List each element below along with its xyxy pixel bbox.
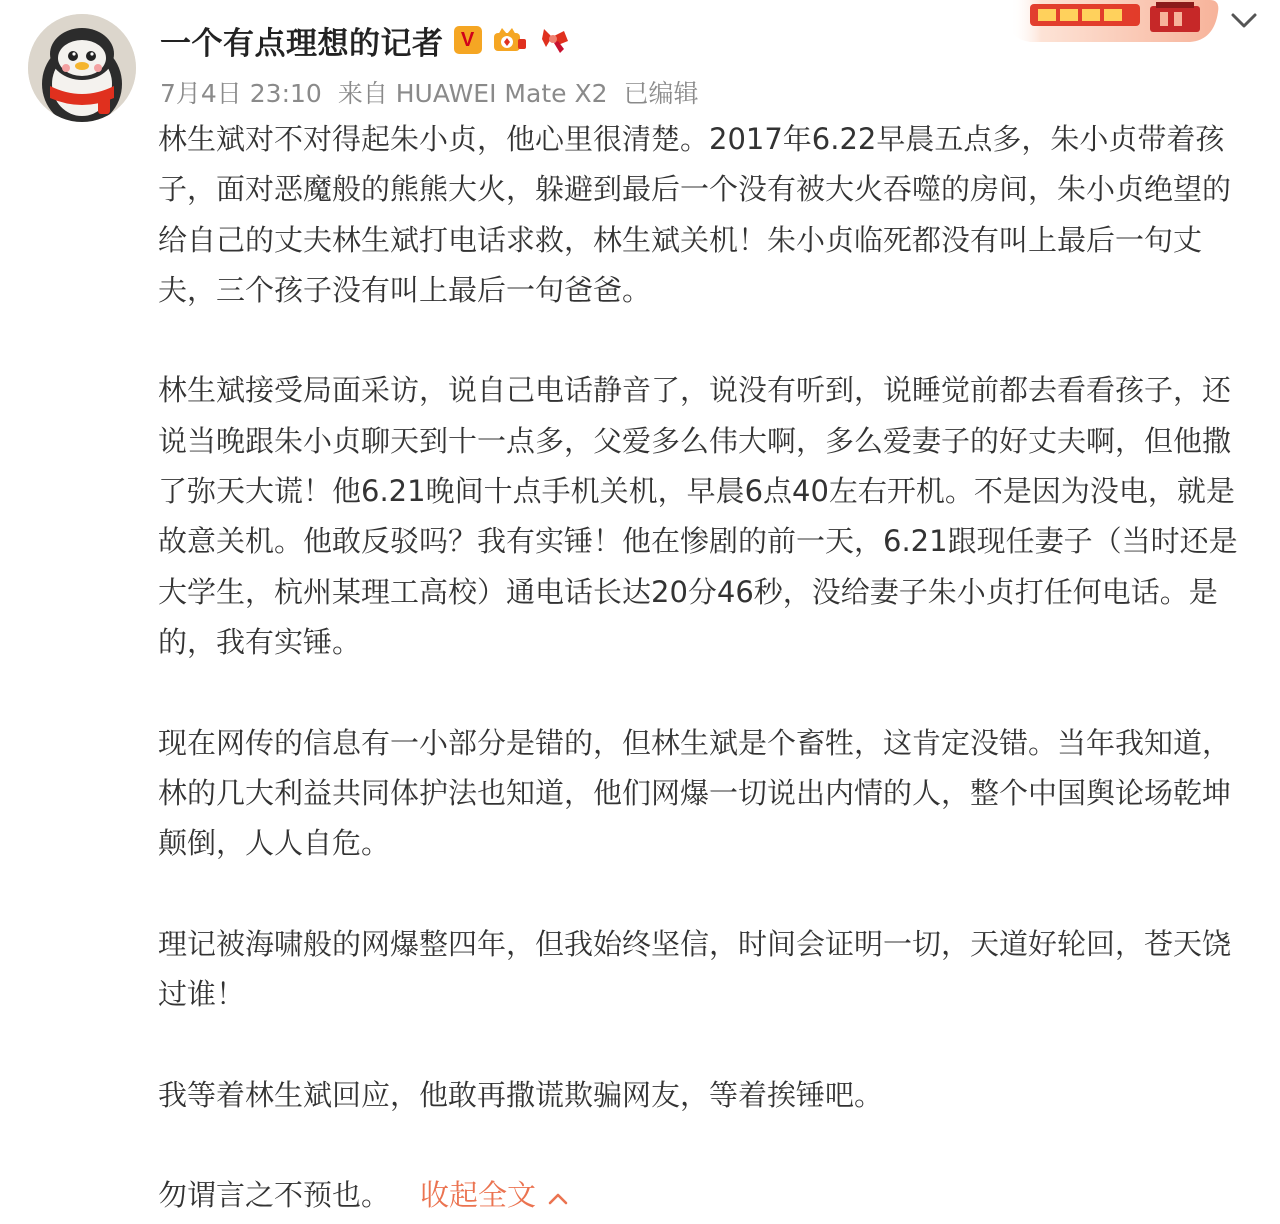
- post-time[interactable]: 7月4日 23:10: [160, 79, 322, 108]
- post-last-line: [158, 1170, 1248, 1222]
- edited-label[interactable]: 已编辑: [623, 79, 699, 108]
- collapse-full-text-link[interactable]: [420, 1178, 570, 1212]
- crown-fan-icon[interactable]: [492, 25, 528, 55]
- festival-banner-icon: [1010, 0, 1220, 44]
- post-source: 来自 HUAWEI Mate X2: [337, 79, 608, 108]
- post-paragraph: 勿谓言之不预也。: [158, 1178, 391, 1213]
- post-paragraph: 林生斌对不对得起朱小贞，他心里很清楚。2017年6.22早晨五点多，朱小贞带着孩子，面对恶魔般的熊熊大火，躲避到最后一个没有被大火吞噬的房间，朱小贞绝望的给自己的丈夫林生斌打电话求救，林生斌关机！朱小贞临死都没有叫上最后一句丈夫，三个孩子没有叫上最后一句爸爸。: [158, 122, 1232, 307]
- verified-badge-icon[interactable]: V: [454, 26, 482, 54]
- chevron-up-icon[interactable]: [546, 1172, 570, 1222]
- post-paragraph: 我等着林生斌回应，他敢再撒谎欺骗网友，等着挨锤吧。: [158, 1077, 884, 1112]
- chevron-down-icon[interactable]: [1228, 8, 1260, 32]
- collapse-label[interactable]: 收起全文: [420, 1178, 537, 1213]
- post-meta: [160, 74, 699, 110]
- author-name[interactable]: 一个有点理想的记者: [160, 25, 444, 62]
- penguin-avatar-image: [28, 14, 136, 122]
- avatar[interactable]: [28, 14, 136, 122]
- post-content: [158, 114, 1248, 1222]
- post-paragraph: 现在网传的信息有一小部分是错的，但林生斌是个畜牲，这肯定没错。当年我知道，林的几大利益共同体护法也知道，他们网爆一切说出内情的人，整个中国舆论场乾坤颠倒，人人自危。: [158, 725, 1232, 861]
- post-paragraph: 理记被海啸般的网爆整四年，但我始终坚信，时间会证明一切，天道好轮回，苍天饶过谁！: [158, 926, 1232, 1012]
- author-row: [160, 16, 572, 64]
- post-paragraph: 林生斌接受局面采访，说自己电话静音了，说没有听到，说睡觉前都去看看孩子，还说当晚跟朱小贞聊天到十一点多，父爱多么伟大啊，多么爱妻子的好丈夫啊，但他撒了弥天大谎！他6.21晚间十点手机关机，早晨6点40左右开机。不是因为没电，就是故意关机。他敢反驳吗？我有实锤！他在惨剧的前一天，6.21跟现任妻子（当时还是大学生，杭州某理工高校）通电话长达20分46秒，没给妻子朱小贞打任何电话。是的，我有实锤。: [158, 373, 1238, 659]
- ribbon-icon[interactable]: [538, 25, 572, 55]
- decoration-banner[interactable]: [1010, 0, 1220, 44]
